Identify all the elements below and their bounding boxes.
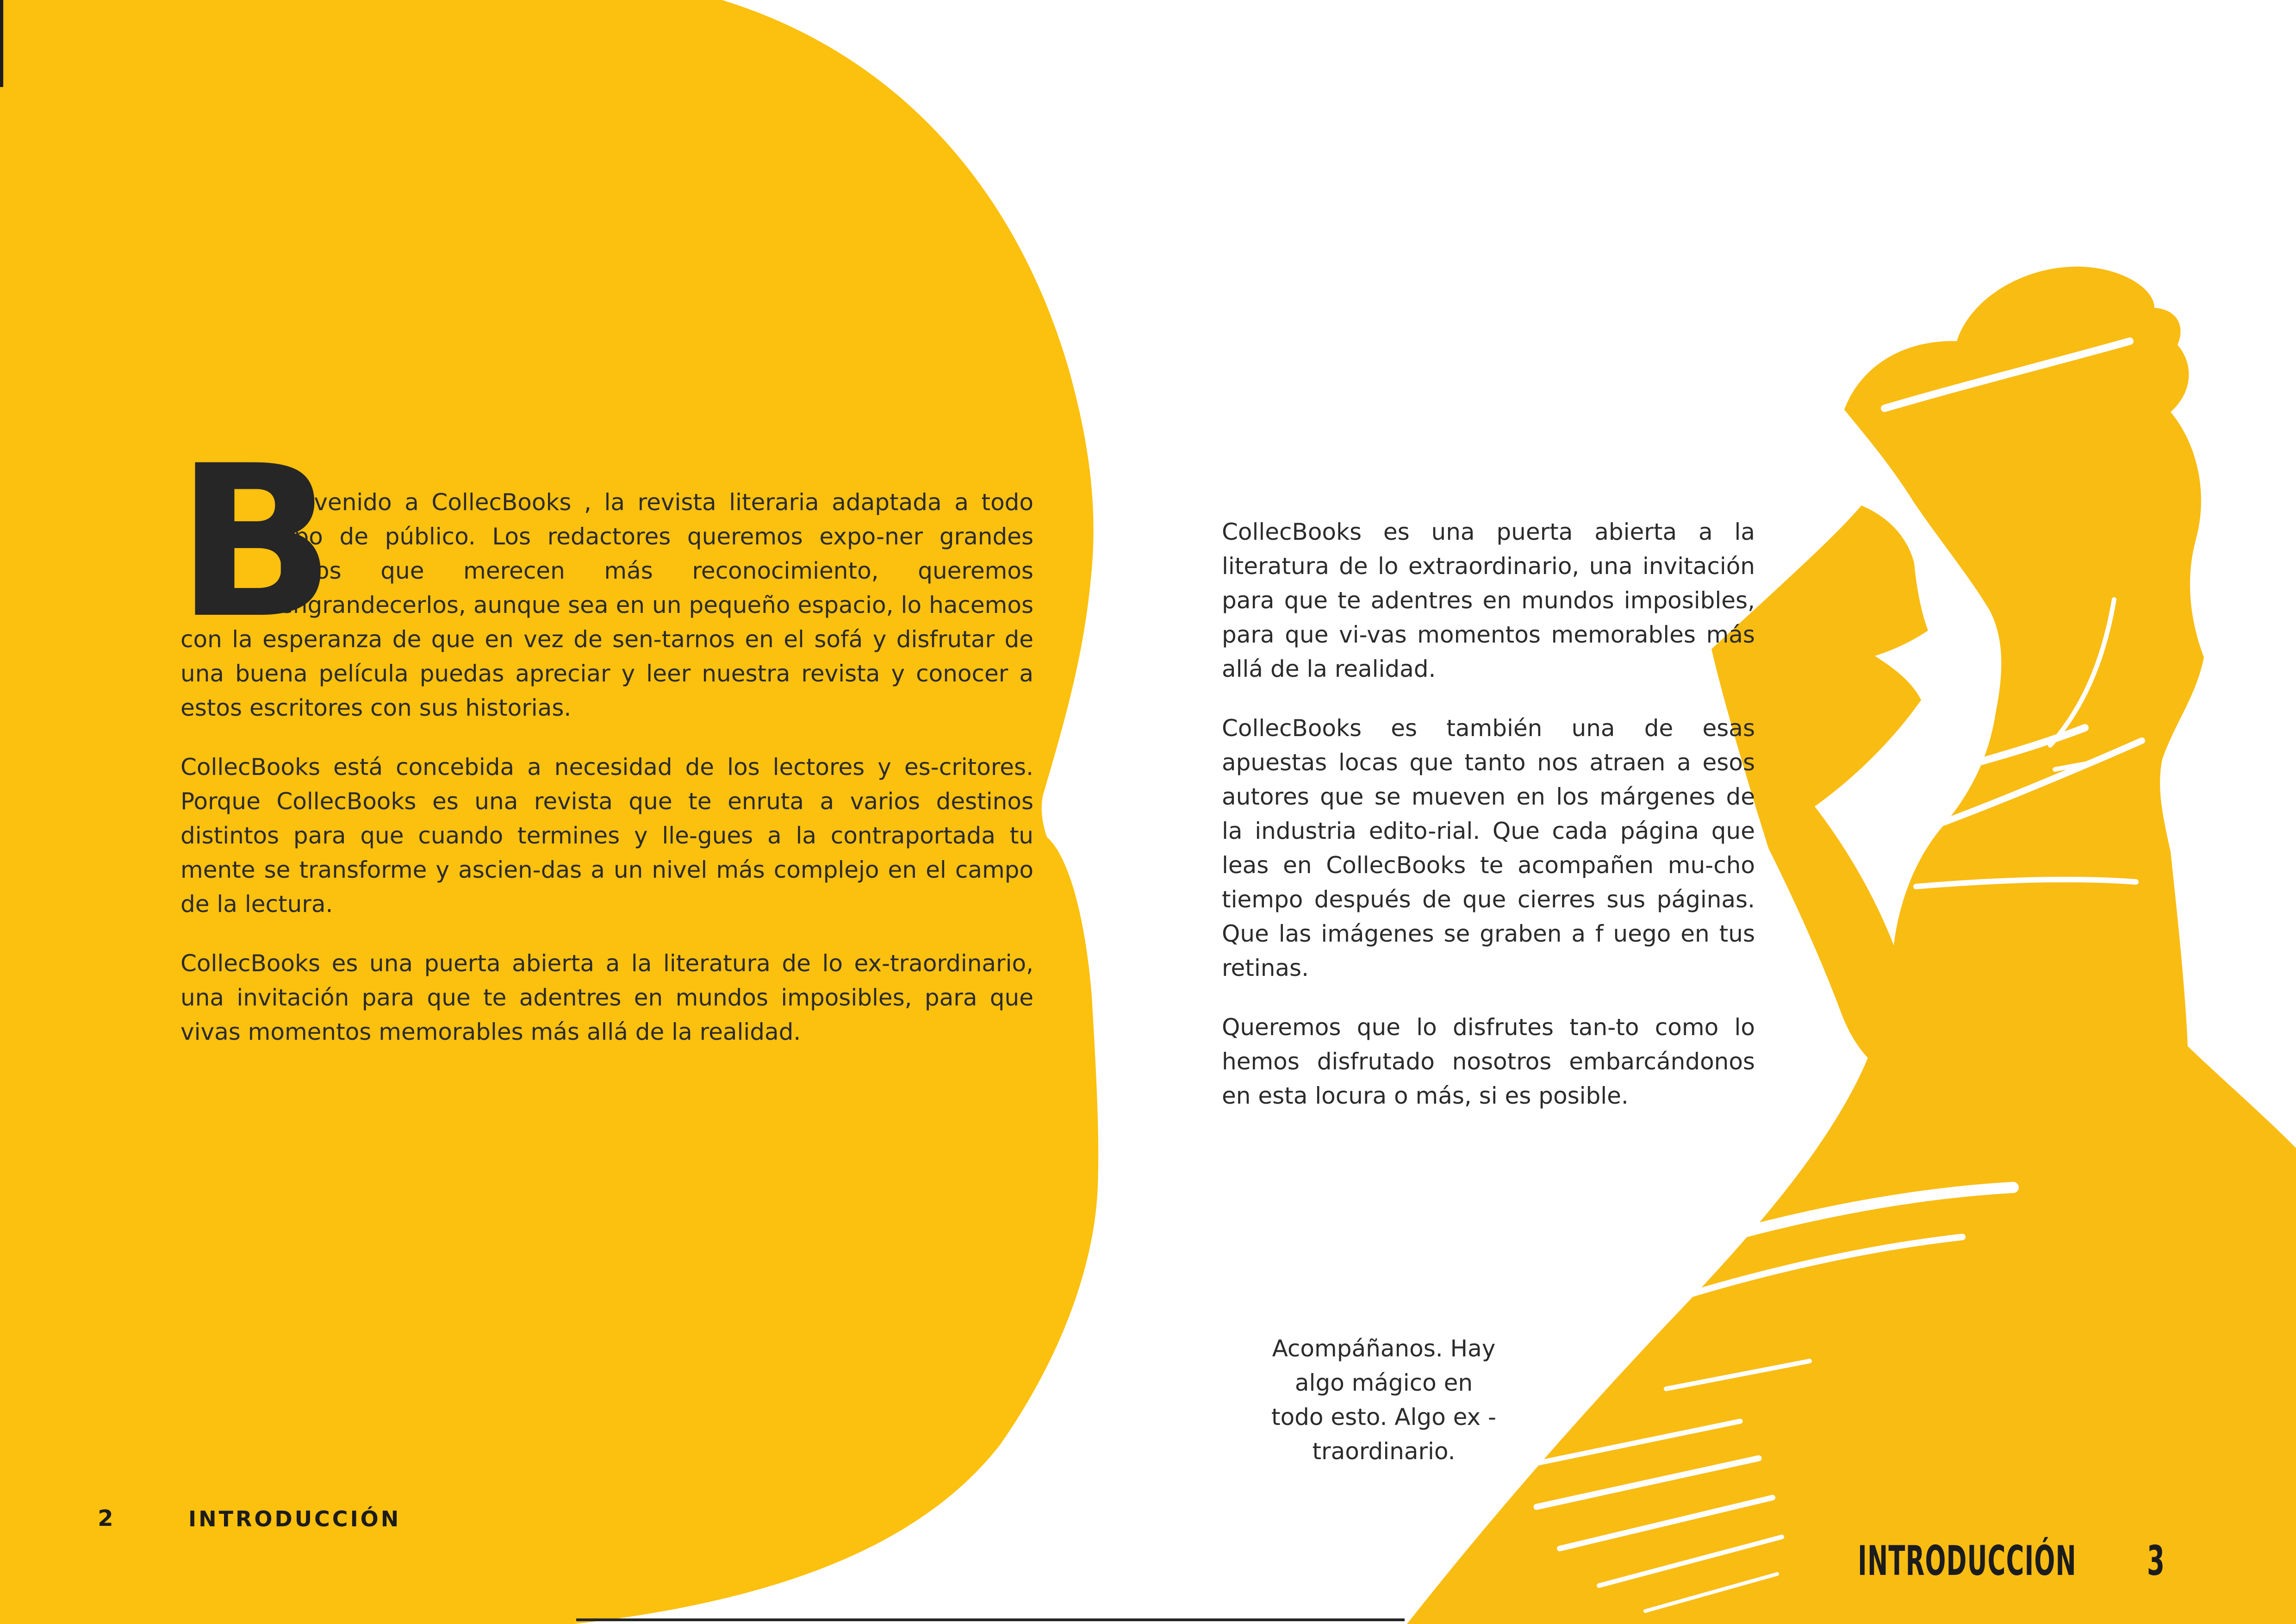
paragraph: CollecBooks es también una de esas apuestas locas que tanto nos atraen a esos autores que se mueven en los márgenes de la industria edito-rial. Que cada página que leas en CollecBooks te acompañen mu-cho tiempo después de que cierres sus páginas. Que las imágenes se graben a f uego en tus retinas. <box>1222 715 1755 981</box>
right-footer-divider <box>0 31 3 87</box>
closing-line: algo mágico en <box>1294 1369 1473 1396</box>
left-page-number: 2 <box>98 1505 113 1531</box>
paragraph: CollecBooks está concebida a necesidad de los lectores y es-critores. Porque CollecBooks es una revista que te enruta a varios destinos distintos para que cuando termines y lle-gues a la contraportada tu mente se transforme y ascien-das a un nivel más complejo en el campo de la lectura. <box>180 754 1033 918</box>
left-page-text-column <box>176 420 1033 1049</box>
closing-line: todo esto. Algo ex - <box>1271 1404 1497 1430</box>
paragraph: Queremos que lo disfrutes tan-to como lo hemos disfrutado nosotros embarcándonos en esta locura o más, si es posible. <box>1222 1014 1755 1109</box>
paragraph <box>176 420 1033 725</box>
paragraph-text: ienvenido a CollecBooks , la revista literaria adaptada a todo tipo de público. Los redactores queremos expo-ner grandes libros que merecen más reconocimiento, queremos engrandecerlos, aunque sea en un pequeño espacio, lo hacemos con la esperanza de que en vez de sen-tarnos en el sofá y disfrutar de una buena película puedas apreciar y leer nuestra revista y conocer a estos escritores con sus historias. <box>180 489 1033 721</box>
left-footer-section-label: INTRODUCCIÓN <box>188 1506 401 1531</box>
right-footer-section-label: INTRODUCCIÓN <box>1858 1537 2077 1585</box>
closing-line: Acompáñanos. Hay <box>1272 1335 1496 1362</box>
paragraph: CollecBooks es una puerta abierta a la literatura de lo extraordinario, una invitación para que te adentres en mundos imposibles, para que vi-vas momentos memorables más allá de la realidad. <box>1222 518 1755 682</box>
drop-cap-letter: B <box>176 420 336 664</box>
closing-invitation-text <box>1212 1331 1556 1468</box>
drop-cap <box>176 420 336 664</box>
right-page-text-column <box>1222 515 1755 1113</box>
right-page-number: 3 <box>2147 1537 2165 1585</box>
closing-line: traordinario. <box>1312 1438 1456 1465</box>
paragraph: CollecBooks es una puerta abierta a la literatura de lo ex-traordinario, una invitación para que te adentres en mundos imposibles, para que vivas momentos memorables más allá de la realidad. <box>180 950 1033 1045</box>
left-footer-divider <box>0 0 3 31</box>
